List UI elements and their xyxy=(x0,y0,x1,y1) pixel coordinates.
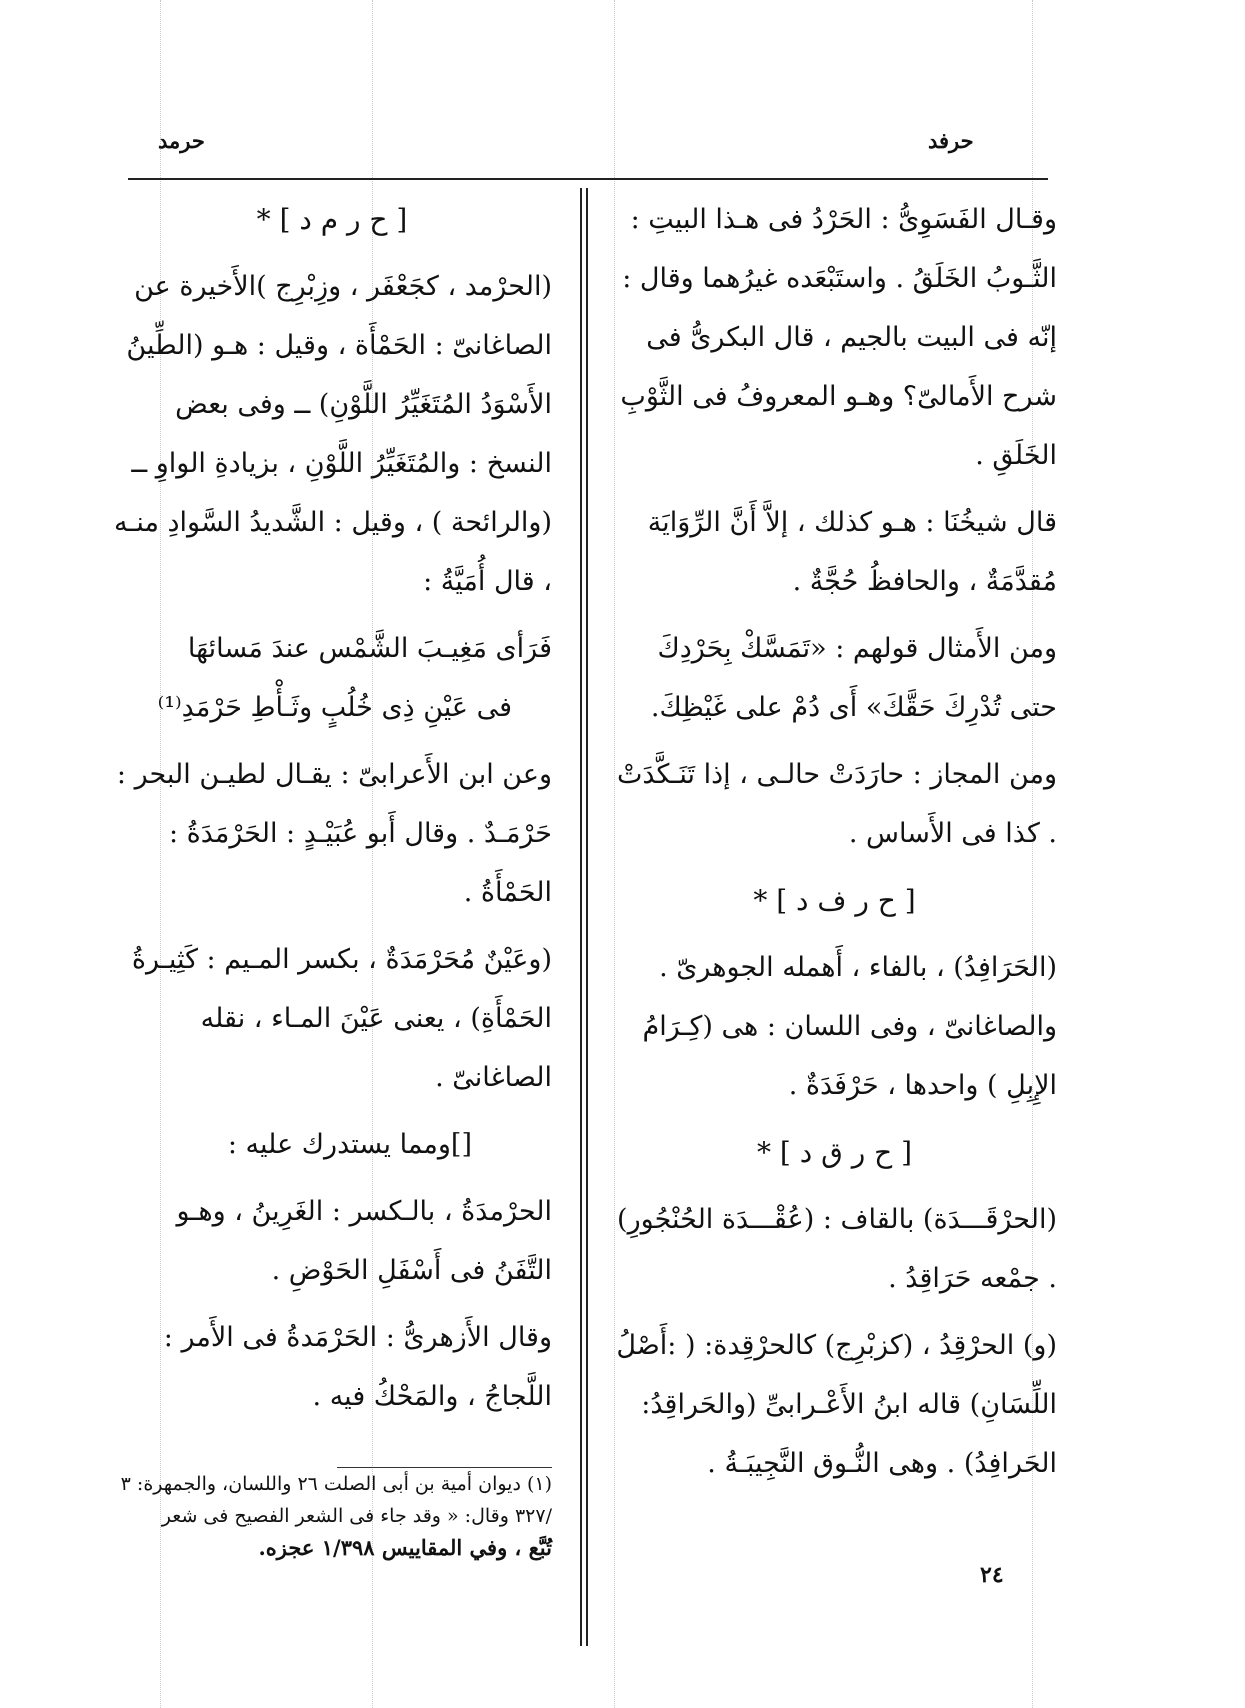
entry-paragraph: (الحَرَافِدُ) ، بالفاء ، أَهمله الجوهرىّ . والصاغانىّ ، وفى اللسان : هى (كِـرَامُ الإِبِلِ ) واحدها ، حَرْفَدَةٌ . xyxy=(642,952,1057,1101)
right-column xyxy=(612,190,1057,1501)
header-rule xyxy=(128,178,1048,180)
footnote xyxy=(112,1447,552,1564)
column-separator xyxy=(586,188,588,1646)
entry-paragraph: ومن المجاز : حارَدَتْ حالـى ، إذا تَنَـكَّدَتْ . كذا فى الأَساس . xyxy=(616,759,1057,849)
entry-paragraph: (وعَيْنٌ مُحَرْمَدَةٌ ، بكسر المـيم : كَثِيـرةُ الحَمْأَةِ) ، يعنى عَيْنَ المـاء ، نقله الصاغانىّ . xyxy=(131,944,552,1093)
entry-heading: [ ح ر م د ] * xyxy=(256,203,408,236)
running-header-right: حرفد xyxy=(928,128,974,153)
entry-paragraph: قال شيخُنَا : هـو كذلك ، إلاَّ أَنَّ الرِّوَايَة مُقدَّمَةٌ ، والحافظُ حُجَّةٌ . xyxy=(647,507,1057,597)
running-header-left: حرمد xyxy=(158,128,205,153)
entry-paragraph: (الحرْمد ، كجَعْفَر ، وزِبْرِج )الأَخيرة عن الصاغانىّ : الحَمْأَة ، وقيل : هـو (الطِّينُ الأَسْوَدُ المُتَغَيِّرُ اللَّوْنِ) ــ وفى بعض النسخ : والمُتَغَيِّرُ اللَّوْنِ ، بزيادةِ الواوِ ــ (والرائحة ) ، وقيل : الشَّديدُ السَّوادِ منـه ، قال أُمَيَّةُ : xyxy=(113,271,552,597)
entry-heading: [ ح ر ف د ] * xyxy=(753,884,916,917)
entry-paragraph: وقـال الفَسَوِىُّ : الحَرْدُ فى هـذا البيتِ : الثَّـوبُ الخَلَقُ . واستَبْعَده غيرُهما وقال : إنّه فى البيت بالجيم ، قال البكرىُّ فى شرح الأَمالىّ؟ وهـو المعروفُ فى الثَّوْبِ الخَلَقِ . xyxy=(620,204,1057,471)
entry-paragraph: ومن الأَمثال قولهم : «تَمَسَّكْ بِحَرْدِكَ حتى تُدْرِكَ حَقَّكَ» أَى دُمْ على غَيْظِكَ. xyxy=(650,633,1057,723)
poem-verse: فى عَيْنِ ذِى خُلُبٍ وثَـأْطِ حَرْمَدِ⁽¹⁾ xyxy=(157,692,512,723)
poem-verse: فَرَأى مَغِيـبَ الشَّمْس عندَ مَسائهَا xyxy=(187,633,552,664)
entry-heading: [ ح ر ق د ] * xyxy=(756,1136,913,1169)
left-column xyxy=(112,190,552,1434)
column-separator xyxy=(580,188,582,1646)
entry-paragraph: وقال الأَزهرىُّ : الحَرْمَدةُ فى الأَمر : اللَّجاجُ ، والمَحْكُ فيه . xyxy=(163,1322,552,1412)
addendum-title: []ومما يستدرك عليه : xyxy=(227,1129,472,1160)
page-number: ٢٤ xyxy=(980,1562,1004,1588)
entry-paragraph: الحرْمدَةُ ، بالـكسر : الغَرِينُ ، وهـو التَّفَنُ فى أَسْفَلِ الحَوْضِ . xyxy=(176,1196,552,1286)
entry-paragraph: (الحرْقَـــدَة) بالقاف : (عُقْـــدَة الحُنْجُورِ) . جمْعه حَرَاقِدُ . xyxy=(617,1204,1057,1294)
footnote-line: تُبَّع ، وفي المقاييس ١/٣٩٨ عجزه. xyxy=(258,1535,552,1560)
entry-paragraph: (و) الحرْقِدُ ، (كزبْرِج) كالحرْقِدة: ( :أَصْلُ اللِّسَانِ) قاله ابنُ الأَعْـرابىِّ (والحَراقِدُ: الحَرافِدُ) . وهى النُّـوق النَّجِيبَـةُ . xyxy=(616,1330,1057,1479)
footnote-line: (١) ديوان أمية بن أبى الصلت ٢٦ واللسان، والجمهرة: ٣ /٣٢٧ وقال: « وقد جاء فى الشعر الفصيح فى شعر xyxy=(120,1473,552,1527)
entry-paragraph: وعن ابن الأَعرابىّ : يقـال لطيـن البحر : حَرْمَـدٌ . وقال أَبو عُبَيْـدٍ : الحَرْمَدَةُ : الحَمْأَةُ . xyxy=(116,759,552,908)
